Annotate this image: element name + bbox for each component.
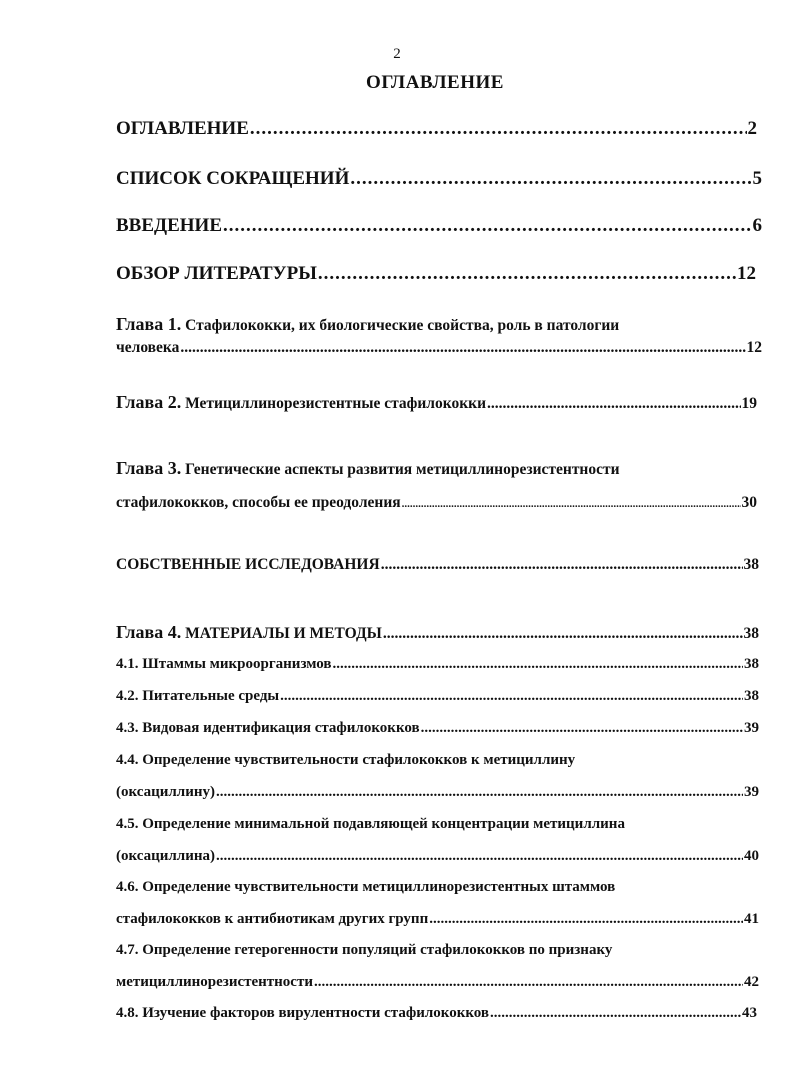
toc-leader-dots [350, 168, 751, 190]
toc-entry-page: 5 [752, 168, 762, 189]
chapter-title-cont: стафилококков, способы ее преодоления [116, 494, 401, 511]
toc-leader-dots [280, 688, 743, 705]
chapter-title: Генетические аспекты развития метициллинорезистентности [185, 461, 620, 478]
section-title: 4.3. Видовая идентификация стафилококков [116, 720, 420, 736]
toc-section-4-8 [116, 1005, 757, 1022]
toc-entry-introduction [116, 215, 762, 237]
toc-leader-dots [421, 720, 743, 737]
toc-entry-label: ВВЕДЕНИЕ [116, 215, 222, 236]
toc-chapter-3-line1 [116, 458, 620, 479]
toc-entry-page: 39 [744, 784, 759, 800]
toc-section-4-5-line1: 4.5. Определение минимальной подавляющей концентрации метициллина [116, 816, 625, 832]
toc-chapter-3-line2 [116, 494, 757, 512]
section-title-cont: (оксациллину) [116, 784, 216, 800]
toc-chapter-2 [116, 392, 757, 413]
toc-leader-dots [487, 395, 740, 413]
toc-entry-page: 2 [747, 118, 757, 139]
toc-entry-page: 38 [744, 688, 759, 704]
chapter-prefix: Глава 1. [116, 314, 182, 334]
toc-leader-dots [429, 911, 743, 928]
toc-leader-dots [216, 784, 743, 801]
section-title-cont: метициллинорезистентности [116, 974, 313, 990]
toc-chapter-1-line1 [116, 314, 619, 335]
toc-leader-dots [402, 498, 741, 510]
section-title-cont: стафилококков к антибиотикам других групп [116, 911, 429, 927]
toc-entry-literature-review [116, 263, 756, 285]
toc-entry-page: 41 [744, 911, 759, 927]
toc-entry-page: 6 [752, 215, 762, 236]
chapter-prefix: Глава 2. [116, 392, 182, 412]
toc-section-4-6-line2 [116, 911, 759, 928]
toc-entry-page: 12 [737, 263, 756, 284]
toc-leader-dots [383, 625, 743, 643]
toc-section-4-6-line1: 4.6. Определение чувствительности метициллинорезистентных штаммов [116, 879, 616, 895]
toc-entry-page: 12 [746, 339, 762, 356]
toc-leader-dots [318, 263, 736, 285]
toc-leader-dots [223, 215, 752, 237]
toc-chapter-4 [116, 622, 759, 643]
section-title: 4.1. Штаммы микроорганизмов [116, 656, 332, 672]
toc-section-4-4-line1: 4.4. Определение чувствительности стафилококков к метициллину [116, 752, 576, 768]
chapter-title-cont: человека [116, 339, 180, 356]
toc-leader-dots [314, 974, 743, 991]
section-title-cont: (оксациллина) [116, 848, 216, 864]
toc-leader-dots [180, 339, 745, 357]
toc-entry-page: 30 [741, 494, 757, 511]
toc-section-4-1 [116, 656, 759, 673]
chapter-prefix: Глава 4. [116, 622, 182, 642]
toc-entry-page: 39 [744, 720, 759, 736]
toc-entry-page: 40 [744, 848, 759, 864]
section-title: 4.2. Питательные среды [116, 688, 280, 704]
toc-entry-page: 19 [741, 395, 757, 412]
section-title: 4.8. Изучение факторов вирулентности стафилококков [116, 1005, 490, 1021]
toc-section-4-2 [116, 688, 759, 705]
chapter-heading [116, 392, 486, 413]
toc-leader-dots [216, 848, 743, 865]
toc-entry-page: 38 [744, 656, 759, 672]
toc-entry-label: СОБСТВЕННЫЕ ИССЛЕДОВАНИЯ [116, 556, 380, 573]
toc-section-4-5-line2 [116, 848, 759, 865]
toc-section-4-3 [116, 720, 759, 737]
page-number: 2 [393, 46, 401, 62]
toc-leader-dots [490, 1005, 741, 1022]
chapter-title: Стафилококки, их биологические свойства, роль в патологии [185, 317, 620, 334]
toc-entry-page: 38 [743, 625, 759, 642]
toc-entry-label: СПИСОК СОКРАЩЕНИЙ [116, 168, 350, 189]
toc-entry-page: 38 [743, 556, 759, 573]
toc-entry-abbreviations [116, 168, 762, 190]
toc-leader-dots [381, 556, 743, 574]
toc-entry-page: 43 [742, 1005, 757, 1021]
chapter-heading [116, 622, 382, 643]
page-title: ОГЛАВЛЕНИЕ [366, 72, 504, 93]
chapter-title: Метициллинорезистентные стафилококки [185, 395, 487, 412]
toc-entry-label: ОГЛАВЛЕНИЕ [116, 118, 249, 139]
toc-leader-dots [250, 118, 747, 140]
toc-entry-contents [116, 118, 757, 140]
toc-entry-page: 42 [744, 974, 759, 990]
toc-section-4-7-line2 [116, 974, 759, 991]
toc-own-research [116, 556, 759, 574]
toc-section-4-4-line2 [116, 784, 759, 801]
toc-section-4-7-line1: 4.7. Определение гетерогенности популяций стафилококков по признаку [116, 942, 613, 958]
toc-chapter-1-line2 [116, 339, 762, 357]
chapter-title: МАТЕРИАЛЫ И МЕТОДЫ [185, 625, 382, 642]
toc-leader-dots [333, 656, 743, 673]
toc-entry-label: ОБЗОР ЛИТЕРАТУРЫ [116, 263, 317, 284]
chapter-prefix: Глава 3. [116, 458, 182, 478]
